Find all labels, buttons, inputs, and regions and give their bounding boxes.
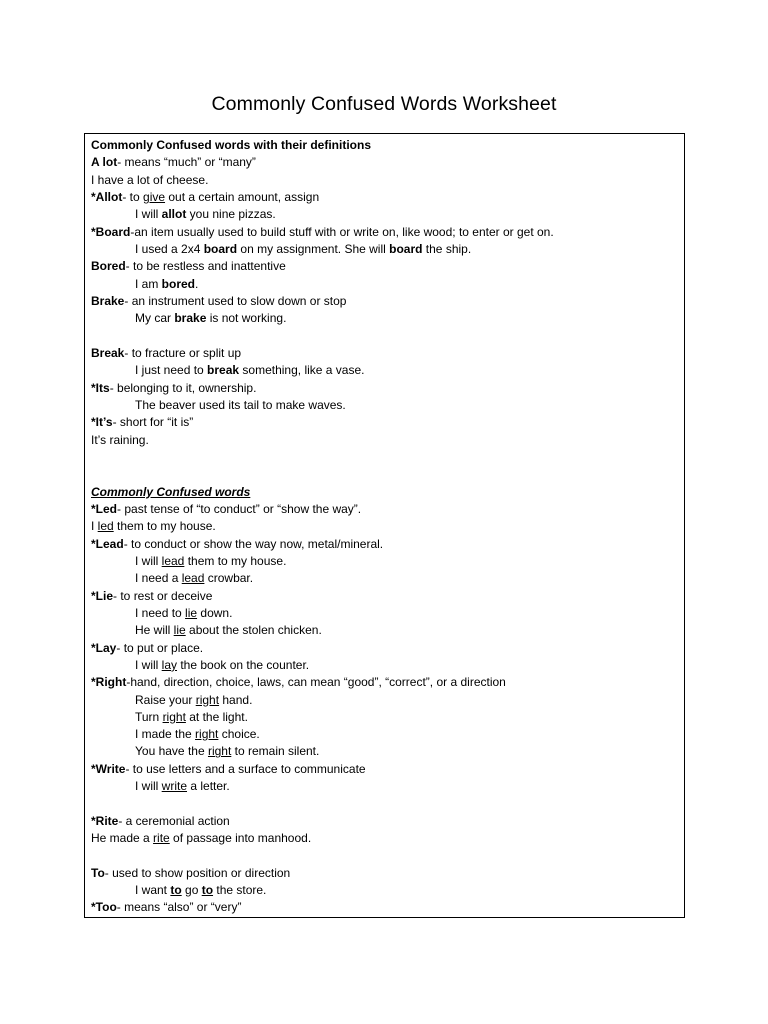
example-right-1: Raise your right hand.	[135, 692, 253, 707]
entry-lay: *Lay- to put or place.	[91, 640, 204, 655]
example-right-3: I made the right choice.	[135, 727, 260, 742]
example-allot: I will allot you nine pizzas.	[135, 207, 276, 222]
entry-allot: *Allot- to give out a certain amount, assign	[91, 189, 320, 204]
example-lie-2: He will lie about the stolen chicken.	[135, 623, 322, 638]
entry-rite: *Rite- a ceremonial action	[91, 813, 230, 828]
example-its: The beaver used its tail to make waves.	[135, 397, 346, 412]
example-to: I want to go to the store.	[135, 883, 267, 898]
entry-brake: Brake- an instrument used to slow down or stop	[91, 293, 347, 308]
entry-led: *Led- past tense of “to conduct” or “show the way”.	[91, 501, 362, 516]
example-lay: I will lay the book on the counter.	[135, 657, 310, 672]
example-it-is: It’s raining.	[91, 432, 149, 447]
entry-break: Break- to fracture or split up	[91, 345, 242, 360]
entry-to: To- used to show position or direction	[91, 865, 291, 880]
entry-it-is: *It’s- short for “it is”	[91, 415, 194, 430]
page-title: Commonly Confused Words Worksheet	[211, 93, 557, 115]
entry-write: *Write- to use letters and a surface to communicate	[91, 761, 366, 776]
section-heading: Commonly Confused words with their definitions	[91, 138, 372, 152]
example-led: I led them to my house.	[91, 519, 216, 534]
example-write: I will write a letter.	[135, 779, 230, 794]
entry-lie: *Lie- to rest or deceive	[91, 588, 213, 603]
entry-board: *Board-an item usually used to build stuff with or write on, like wood; to enter or get on.	[91, 224, 554, 239]
section-heading-2: Commonly Confused words	[91, 484, 251, 499]
example-board: I used a 2x4 board on my assignment. She will board the ship.	[135, 241, 472, 256]
entry-right: *Right-hand, direction, choice, laws, can mean “good”, “correct”, or a direction	[91, 675, 506, 690]
entry-a-lot: A lot- means “much” or “many”	[91, 155, 256, 170]
example-a-lot: I have a lot of cheese.	[91, 172, 209, 187]
example-right-2: Turn right at the light.	[135, 709, 248, 724]
example-lead-2: I need a lead crowbar.	[135, 571, 254, 586]
example-lie-1: I need to lie down.	[135, 605, 233, 620]
example-brake: My car brake is not working.	[135, 311, 287, 326]
example-right-4: You have the right to remain silent.	[135, 744, 320, 759]
example-rite: He made a rite of passage into manhood.	[91, 831, 312, 846]
entry-its: *Its- belonging to it, ownership.	[91, 380, 257, 395]
entry-lead: *Lead- to conduct or show the way now, metal/mineral.	[91, 536, 384, 551]
example-lead-1: I will lead them to my house.	[135, 553, 287, 568]
worksheet-box	[84, 133, 685, 918]
example-bored: I am bored.	[135, 276, 199, 291]
entry-bored: Bored- to be restless and inattentive	[91, 259, 286, 274]
example-break: I just need to break something, like a vase.	[135, 363, 365, 378]
entry-too: *Too- means “also” or “very”	[91, 900, 242, 915]
